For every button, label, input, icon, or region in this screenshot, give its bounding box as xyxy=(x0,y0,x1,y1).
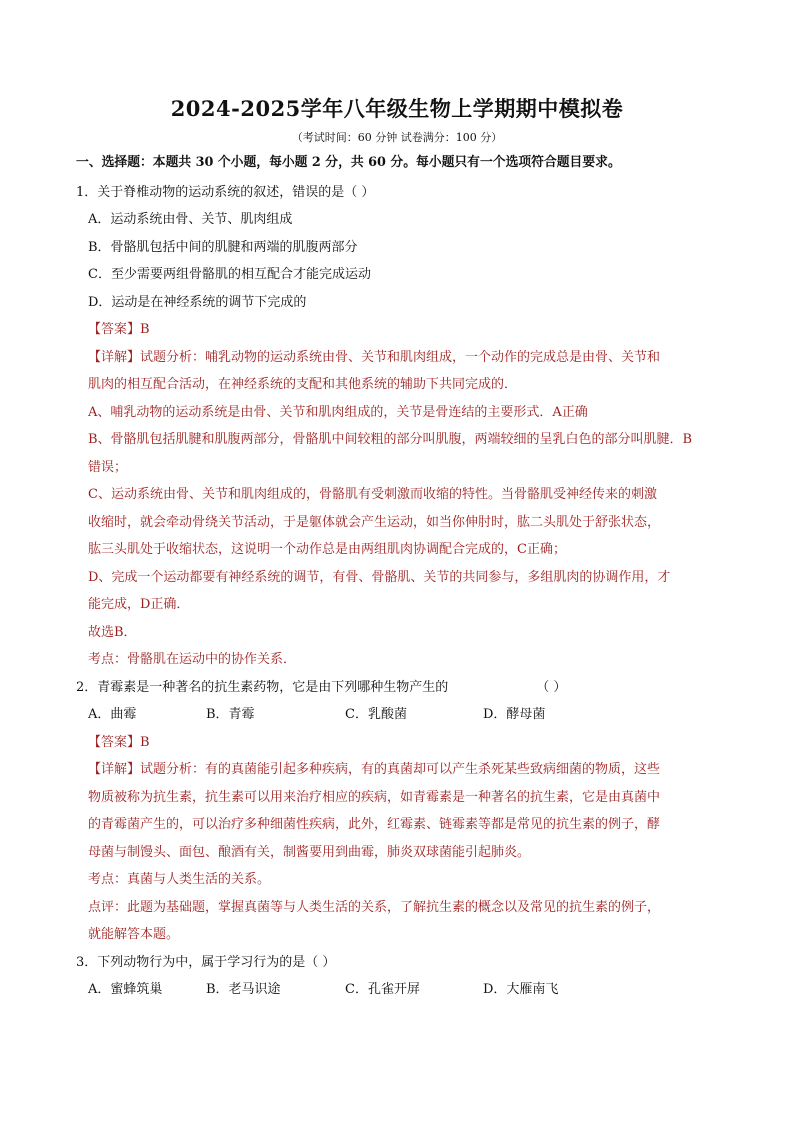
answer-value: B xyxy=(140,322,150,338)
question-2-option-b: B．青霉 xyxy=(206,707,255,723)
detail-line: C、运动系统由骨、关节和肌肉组成的，骨骼肌有受刺激而收缩的特性。当骨骼肌受神经传来的刺激 xyxy=(88,487,657,503)
dianping-line: 点评：此题为基础题，掌握真菌等与人类生活的关系，了解抗生素的概念以及常见的抗生素的例子， xyxy=(88,899,661,915)
detail-line: D、完成一个运动都要有神经系统的调节，有骨、骨骼肌、关节的共同参与，多组肌肉的协调作用，才 xyxy=(88,569,671,585)
question-1-detail xyxy=(64,344,730,674)
question-1-option-a: A．运动系统由骨、关节、肌肉组成 xyxy=(88,212,293,228)
detail-label: 【详解】 xyxy=(88,762,141,778)
detail-line: 物质被称为抗生素，抗生素可以用来治疗相应的疾病，如青霉素是一种著名的抗生素，它是由真菌中 xyxy=(88,789,661,805)
question-1-option-c: C．至少需要两组骨骼肌的相互配合才能完成运动 xyxy=(88,267,371,283)
question-2-paren: （ ） xyxy=(536,679,567,695)
dianping-line: 就能解答本题。 xyxy=(88,927,180,943)
question-1-answer xyxy=(88,316,730,344)
question-3-option-b: B．老马识途 xyxy=(206,982,281,998)
question-2-option-a: A．曲霉 xyxy=(88,707,137,723)
question-3-stem: 3．下列动物行为中，属于学习行为的是（ ） xyxy=(76,954,336,970)
question-3-option-d: D．大雁南飞 xyxy=(483,982,559,998)
question-2 xyxy=(64,674,730,949)
detail-line: A、哺乳动物的运动系统是由骨、关节和肌肉组成的，关节是骨连结的主要形式．A正确 xyxy=(88,404,588,420)
question-1-option-b: B．骨骼肌包括中间的肌腱和两端的肌腹两部分 xyxy=(88,239,358,255)
question-1-stem: 1．关于脊椎动物的运动系统的叙述，错误的是（ ） xyxy=(76,184,375,200)
question-2-stem xyxy=(76,674,730,702)
detail-text: 试题分析：哺乳动物的运动系统由骨、关节和肌肉组成，一个动作的完成总是由骨、关节和 xyxy=(140,349,661,365)
question-2-detail xyxy=(64,756,730,949)
section-heading: 一、选择题：本题共 30 个小题，每小题 2 分，共 60 分。每小题只有一个选项符合题目要求。 xyxy=(76,155,621,171)
question-2-answer xyxy=(88,729,730,757)
detail-line: 收缩时，就会牵动骨绕关节活动，于是躯体就会产生运动，如当你伸肘时，肱二头肌处于舒张状态， xyxy=(88,514,661,530)
detail-line: 错误； xyxy=(88,459,128,475)
detail-line: 的青霉菌产生的，可以治疗多种细菌性疾病，此外，红霉素、链霉素等都是常见的抗生素的例子，酵 xyxy=(88,817,661,833)
question-2-option-c: C．乳酸菌 xyxy=(345,707,407,723)
kaodian-line: 考点：真菌与人类生活的关系。 xyxy=(88,872,271,888)
answer-value: B xyxy=(140,734,150,750)
question-1 xyxy=(64,179,730,674)
detail-line: 肱三头肌处于收缩状态，这说明一个动作总是由两组肌肉协调配合完成的，C正确； xyxy=(88,542,566,558)
question-3-option-c: C．孔雀开屏 xyxy=(345,982,420,998)
question-2-stem-text: 2．青霉素是一种著名的抗生素药物，它是由下列哪种生物产生的 xyxy=(76,679,449,695)
detail-text: 试题分析：有的真菌能引起多种疾病，有的真菌却可以产生杀死某些致病细菌的物质，这些 xyxy=(140,762,661,778)
question-2-options xyxy=(88,701,730,729)
answer-label: 【答案】 xyxy=(88,734,141,750)
answer-label: 【答案】 xyxy=(88,322,141,338)
question-1-option-d: D．运动是在神经系统的调节下完成的 xyxy=(88,294,307,310)
question-3-option-a: A．蜜蜂筑巢 xyxy=(88,982,163,998)
question-3 xyxy=(64,949,730,1004)
detail-line xyxy=(88,344,730,372)
detail-line: B、骨骼肌包括肌腱和肌腹两部分，骨骼肌中间较粗的部分叫肌腹，两端较细的呈乳白色的部分叫肌腱．B xyxy=(88,432,693,448)
question-2-option-d: D．酵母菌 xyxy=(483,707,546,723)
detail-line: 肌肉的相互配合活动，在神经系统的支配和其他系统的辅助下共同完成的． xyxy=(88,377,518,393)
detail-line: 母菌与制馒头、面包、酿酒有关，制酱要用到曲霉，肺炎双球菌能引起肺炎。 xyxy=(88,844,531,860)
detail-line: 能完成，D正确． xyxy=(88,597,190,613)
question-3-options xyxy=(88,976,730,1004)
choose-line: 故选B． xyxy=(88,624,137,640)
detail-label: 【详解】 xyxy=(88,349,141,365)
kaodian-line: 考点：骨骼肌在运动中的协作关系． xyxy=(88,652,297,668)
exam-title: 2024-2025学年八年级生物上学期期中模拟卷 xyxy=(170,96,624,121)
exam-subtitle: （考试时间：60 分钟 试卷满分：100 分） xyxy=(291,131,503,145)
detail-line xyxy=(88,756,730,784)
